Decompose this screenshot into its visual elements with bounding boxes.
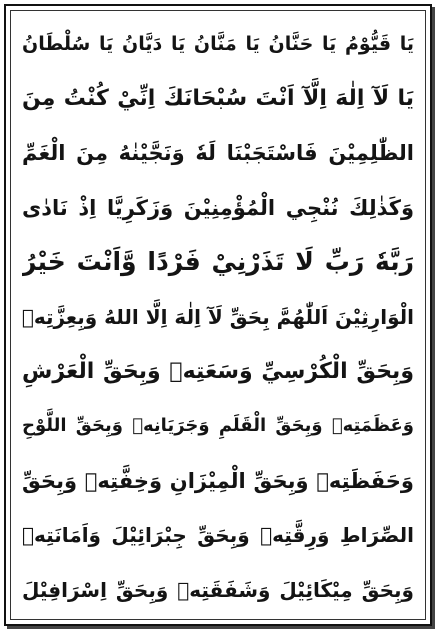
- text-line-1: يَا قَيُّوْمُ يَا حَنَّانُ يَا مَنَّانُ يَا دَيَّانُ يَا سُلْطَانُ: [22, 33, 414, 55]
- dua-text-block: [22, 22, 414, 612]
- page-border: [4, 4, 432, 626]
- text-line-5: رَبَّهٗ رَبِّ لَا تَذَرْنِيْ فَرْدًا وَّاَنْتَ خَيْرُ: [22, 247, 414, 277]
- text-line-9: وَحَفَظَتِهٖ وَبِحَقِّ الْمِيْزَانِ وَخِفَّتِهٖ وَبِحَقِّ: [22, 468, 414, 493]
- text-line-7: وَبِحَقِّ الْكُرْسِيِّ وَسَعَتِهٖ وَبِحَقِّ الْعَرْشِ: [22, 358, 414, 384]
- text-line-8: وَعَظَمَتِهٖ وَبِحَقِّ الْقَلَمِ وَجَرَيَانِهٖ وَبِحَقِّ اللَّوْحِ: [22, 415, 414, 437]
- text-line-3: الظّٰلِمِيْنَ فَاسْتَجَبْنَا لَهٗ وَنَجَّيْنٰهُ مِنَ الْغَمِّ: [22, 141, 414, 166]
- text-line-4: وَكَذٰلِكَ نُنْجِي الْمُؤْمِنِيْنَ وَزَكَرِيَّا اِذْ نَادٰى: [22, 195, 414, 220]
- text-line-6: الْوَارِثِيْنَ اَللّٰهُمَّ بِحَقِّ لَآ اِلٰهَ اِلَّا اللهُ وَبِعِزَّتِهٖ: [22, 304, 414, 329]
- text-line-10: الصِّرَاطِ وَرِقَّتِهٖ وَبِحَقِّ جِبْرَائِيْلَ وَاَمَانَتِهٖ: [22, 523, 414, 548]
- text-line-2: يَا لَآ اِلٰهَ اِلَّآ اَنْتَ سُبْحَانَكَ اِنِّيْ كُنْتُ مِنَ: [22, 85, 414, 111]
- text-line-11: وَبِحَقِّ مِيْكَائِيْلَ وَشَفَقَتِهٖ وَبِحَقِّ اِسْرَافِيْلَ: [22, 577, 414, 602]
